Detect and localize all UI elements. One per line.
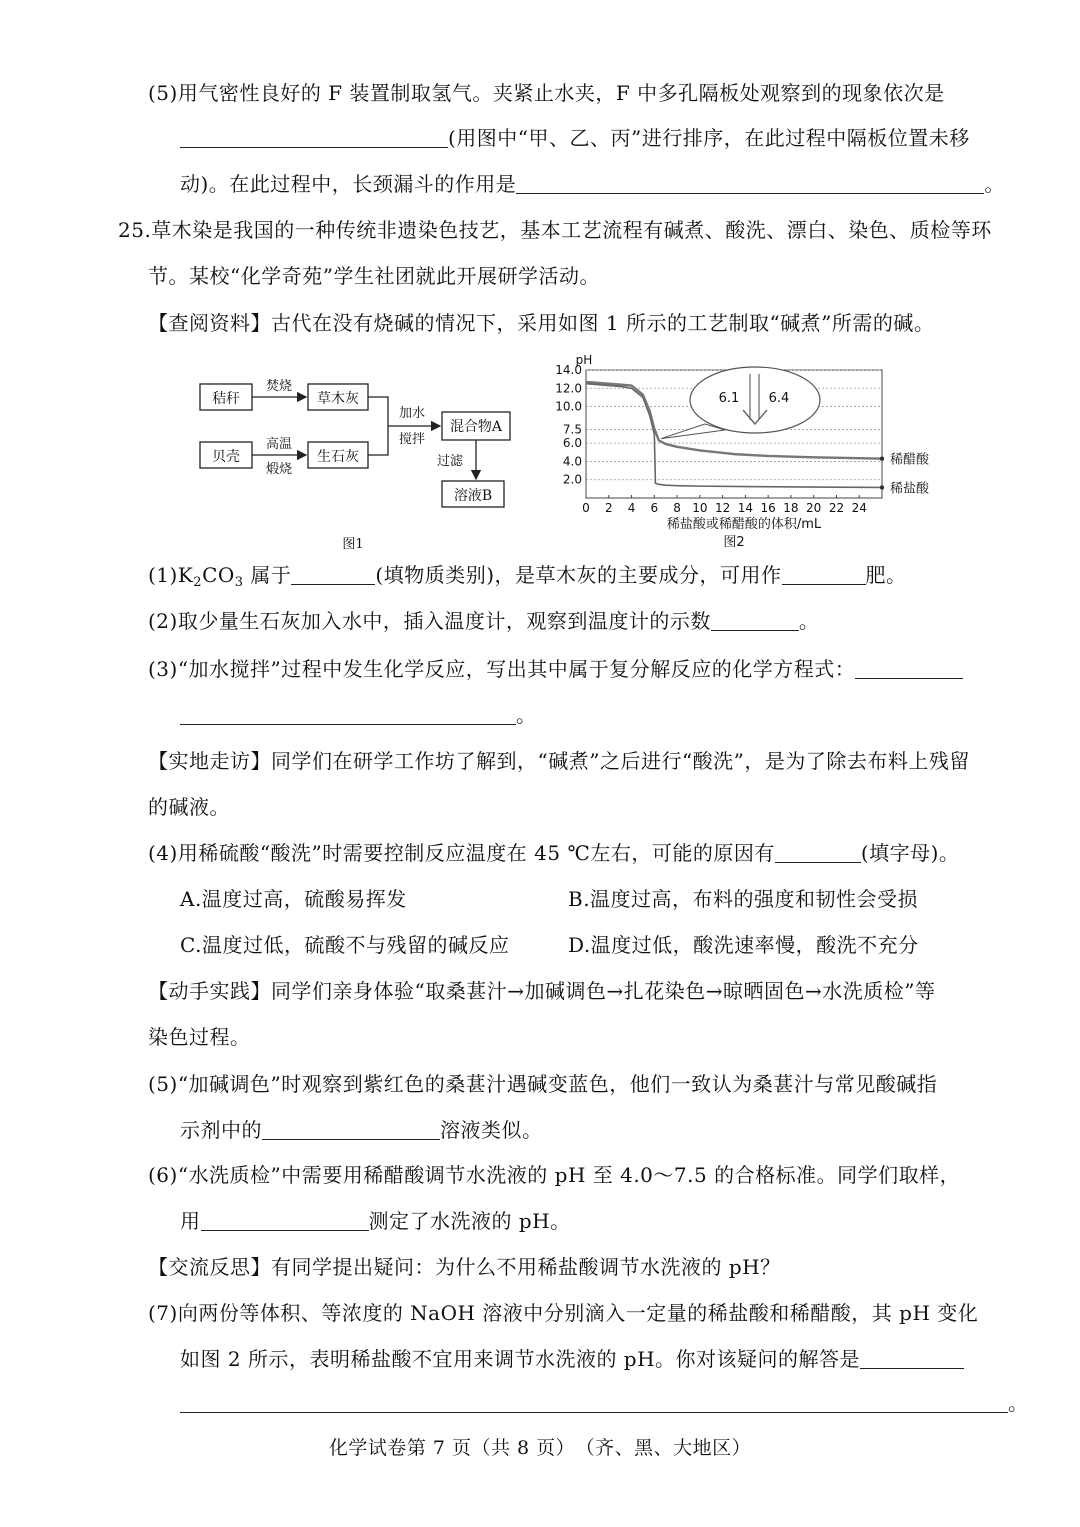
- text: 测定了水洗液的 pH。: [368, 1209, 571, 1233]
- x-tick-label: 0: [582, 501, 590, 515]
- bracket-join: [368, 397, 388, 455]
- y-tick-label: 4.0: [562, 454, 582, 469]
- text: (填物质类别)，是草木灰的主要成分，可用作: [375, 563, 782, 587]
- q25-2: [148, 608, 819, 634]
- label-shell: 贝壳: [212, 449, 240, 465]
- callout-label: 6.1: [718, 391, 740, 406]
- text: 【实地走访】同学们在研学工作坊了解到，“碱煮”之后进行“酸洗”，是为了除去布料上残留: [148, 749, 970, 773]
- x-tick-label: 10: [692, 501, 708, 515]
- text: (5)用气密性良好的 F 装置制取氢气。夹紧止水夹，F 中多孔隔板处观察到的现象依次是: [148, 81, 945, 105]
- label-ash: 草木灰: [317, 391, 359, 407]
- answer-blank[interactable]: [855, 658, 963, 679]
- answer-blank[interactable]: [775, 842, 861, 863]
- q25-intro-line2: [148, 263, 600, 289]
- label-mixture: 混合物A: [449, 419, 503, 435]
- x-tick-label: 6: [650, 501, 659, 515]
- series-end-dot: [880, 456, 884, 460]
- text: 动)。在此过程中，长颈漏斗的作用是: [180, 172, 517, 196]
- option-D[interactable]: [568, 932, 919, 958]
- y-tick-label: 10.0: [555, 399, 582, 414]
- text: 的碱液。: [148, 795, 230, 819]
- text: 【动手实践】同学们亲身体验“取桑葚汁→加碱调色→扎花染色→晾晒固色→水洗质检”等: [148, 979, 936, 1003]
- text: (5)“加碱调色”时观察到紫红色的桑葚汁遇碱变蓝色，他们一致认为桑葚汁与常见酸碱指: [148, 1072, 938, 1096]
- legend-label: 稀盐酸: [890, 481, 930, 497]
- text: B.温度过高，布料的强度和韧性会受损: [568, 887, 919, 911]
- text: 25.草木染是我国的一种传统非遗染色技艺，基本工艺流程有碱煮、酸洗、漂白、染色、质检等环: [118, 218, 992, 242]
- text: 。: [798, 609, 820, 633]
- text: 肥。: [865, 563, 907, 587]
- q25-lookup: [148, 310, 934, 336]
- x-tick-label: 4: [627, 501, 636, 515]
- q25-3-line1: [148, 656, 963, 682]
- q25-visit-line1: [148, 748, 970, 774]
- q25-6-line2: [180, 1208, 571, 1234]
- answer-blank[interactable]: [180, 704, 516, 725]
- page-footer: [0, 1435, 1080, 1461]
- figure-1-flow: [188, 365, 528, 555]
- answer-blank[interactable]: [201, 1210, 369, 1231]
- q25-practice-line2: [148, 1024, 251, 1050]
- text: 【查阅资料】古代在没有烧碱的情况下，采用如图 1 所示的工艺制取“碱煮”所需的碱。: [148, 311, 935, 335]
- q25-7-line2: [180, 1346, 964, 1372]
- x-tick-label: 12: [714, 501, 731, 515]
- text: CO: [202, 563, 235, 587]
- text: (4)用稀硫酸“酸洗”时需要控制反应温度在 45 ℃左右，可能的原因有: [148, 841, 775, 865]
- text: D.温度过低，酸洗速率慢，酸洗不充分: [568, 933, 919, 957]
- y-tick-label: 7.5: [562, 422, 582, 437]
- label-burn: 焚烧: [265, 379, 293, 394]
- text: C.温度过低，硫酸不与残留的碱反应: [180, 933, 510, 957]
- y-tick-label: 2.0: [562, 472, 582, 487]
- subscript: 2: [193, 575, 203, 590]
- text: (3)“加水搅拌”过程中发生化学反应，写出其中属于复分解反应的化学方程式：: [148, 657, 856, 681]
- label-lime: 生石灰: [317, 449, 359, 465]
- x-tick-label: 18: [783, 501, 799, 515]
- answer-blank[interactable]: [180, 1392, 1008, 1413]
- figure-2-ph-chart: [540, 348, 960, 558]
- x-tick-label: 16: [760, 501, 776, 515]
- label-calcine: 煅烧: [265, 462, 293, 477]
- q25-6-line1: [148, 1162, 960, 1188]
- q24-5-line3: [180, 171, 1005, 197]
- q25-5-line2: [180, 1117, 543, 1143]
- q24-5-line1: [148, 80, 945, 106]
- text: 如图 2 所示，表明稀盐酸不宜用来调节水洗液的 pH。你对该疑问的解答是: [180, 1347, 861, 1371]
- answer-blank[interactable]: [516, 173, 984, 194]
- q25-1: [148, 562, 907, 596]
- q25-reflect: [148, 1254, 781, 1280]
- q25-visit-line2: [148, 794, 230, 820]
- answer-blank[interactable]: [262, 1119, 440, 1140]
- text: (1)K: [148, 563, 194, 587]
- option-C[interactable]: [180, 932, 509, 958]
- x-tick-label: 8: [673, 501, 681, 515]
- legend-label: 稀醋酸: [890, 452, 930, 468]
- answer-blank[interactable]: [291, 564, 375, 585]
- q24-5-line2: [180, 125, 970, 151]
- text: 。: [516, 703, 537, 727]
- option-B[interactable]: [568, 886, 918, 912]
- subscript: 3: [234, 575, 244, 590]
- callout-label: 6.4: [768, 391, 790, 406]
- answer-blank[interactable]: [782, 564, 866, 585]
- y-tick-label: 12.0: [555, 381, 582, 396]
- text: 用: [180, 1209, 201, 1233]
- x-tick-label: 22: [828, 501, 845, 515]
- x-tick-label: 24: [851, 501, 867, 515]
- label-straw: 秸秆: [212, 391, 240, 407]
- x-tick-label: 14: [737, 501, 754, 515]
- y-tick-label: 6.0: [562, 436, 582, 451]
- x-axis-label: 稀盐酸或稀醋酸的体积/mL: [666, 517, 822, 532]
- x-tick-label: 20: [806, 501, 822, 515]
- text: (6)“水洗质检”中需要用稀醋酸调节水洗液的 pH 至 4.0～7.5 的合格标准。同学们取样，: [148, 1163, 961, 1187]
- q25-practice-line1: [148, 978, 935, 1004]
- text: (2)取少量生石灰加入水中，插入温度计，观察到温度计的示数: [148, 609, 711, 633]
- q25-3-line2: [180, 702, 537, 728]
- series-end-dot: [880, 485, 884, 489]
- text: 。: [1008, 1391, 1029, 1415]
- q25-5-line1: [148, 1071, 937, 1097]
- text: 节。某校“化学奇苑”学生社团就此开展研学活动。: [148, 264, 600, 288]
- footer-text: 化学试卷第 7 页（共 8 页） （齐、黑、大地区）: [328, 1437, 752, 1459]
- label-solution: 溶液B: [453, 488, 493, 504]
- label-high-temp: 高温: [265, 437, 293, 452]
- label-filter: 过滤: [436, 454, 464, 469]
- text: 。: [984, 172, 1005, 196]
- x-tick-label: 2: [604, 501, 613, 515]
- q25-4: [148, 840, 959, 866]
- q25-7-line3: [180, 1390, 1029, 1416]
- option-A[interactable]: [180, 886, 407, 912]
- text: 属于: [243, 563, 292, 587]
- q25-intro-line1: [118, 217, 992, 243]
- q25-7-line1: [148, 1300, 978, 1326]
- text: 染色过程。: [148, 1025, 251, 1049]
- answer-blank[interactable]: [711, 610, 799, 631]
- text: (填字母)。: [860, 841, 960, 865]
- text: (7)向两份等体积、等浓度的 NaOH 溶液中分别滴入一定量的稀盐酸和稀醋酸，其 pH 变化: [148, 1301, 979, 1325]
- y-tick-label: 14.0: [555, 363, 582, 377]
- text: (用图中“甲、乙、丙”进行排序，在此过程中隔板位置未移: [448, 126, 970, 150]
- figure-1-caption: 图1: [342, 537, 364, 552]
- text: 【交流反思】有同学提出疑问：为什么不用稀盐酸调节水洗液的 pH？: [148, 1255, 781, 1279]
- text: 示剂中的: [180, 1118, 262, 1142]
- answer-blank[interactable]: [860, 1348, 964, 1369]
- answer-blank[interactable]: [180, 127, 448, 148]
- label-stir: 搅拌: [398, 432, 426, 447]
- label-add-water: 加水: [398, 406, 426, 421]
- y-axis-label: pH: [575, 353, 593, 367]
- text: A.温度过高，硫酸易挥发: [180, 887, 407, 911]
- figure-2-caption: 图2: [723, 535, 745, 550]
- text: 溶液类似。: [440, 1118, 543, 1142]
